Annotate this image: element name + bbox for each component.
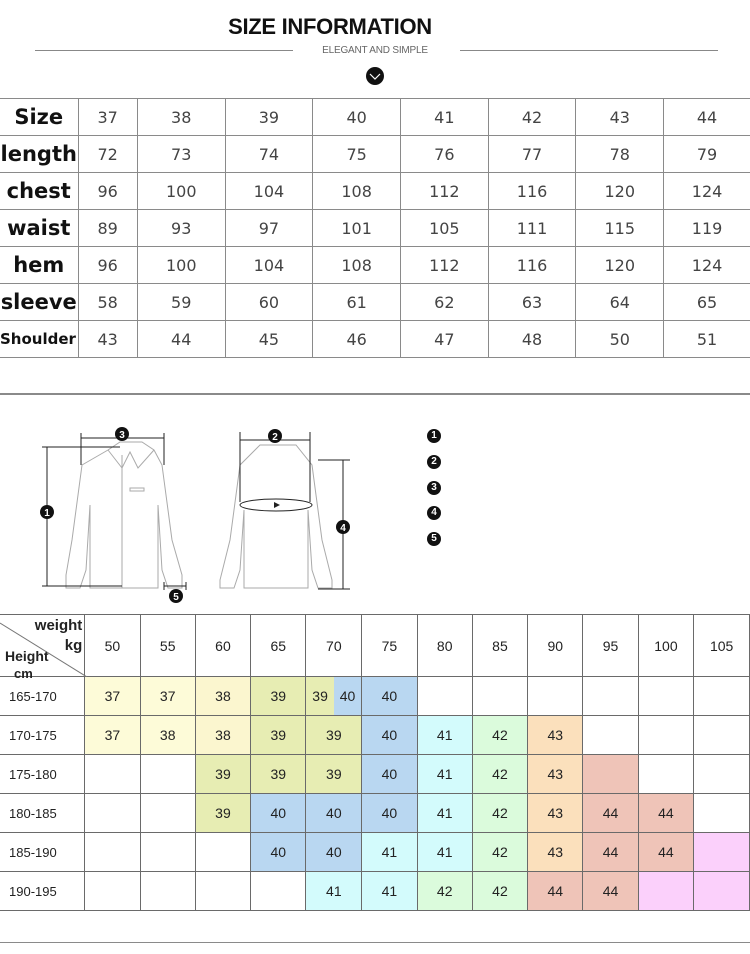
weight-column-header: 90 xyxy=(528,615,583,677)
table-row xyxy=(0,210,750,247)
size-cell xyxy=(85,872,140,911)
size-cell: 39 xyxy=(195,755,250,794)
row-label: sleeve xyxy=(0,284,78,321)
table-cell: 120 xyxy=(576,247,664,284)
table-cell: 124 xyxy=(664,173,750,210)
chevron-down-icon xyxy=(366,67,384,85)
size-cell xyxy=(195,872,250,911)
weight-column-header: 55 xyxy=(140,615,195,677)
size-cell: 40 xyxy=(251,794,306,833)
size-cell xyxy=(472,677,527,716)
table-row xyxy=(0,136,750,173)
weight-column-header: 50 xyxy=(85,615,140,677)
table-row xyxy=(0,321,750,358)
size-cell: 37 xyxy=(85,716,140,755)
height-range-label: 175-180 xyxy=(0,755,85,794)
size-cell xyxy=(694,755,750,794)
size-cell: 40 xyxy=(362,716,417,755)
height-range-label: 170-175 xyxy=(0,716,85,755)
table-cell: 96 xyxy=(78,247,137,284)
size-cell xyxy=(694,833,750,872)
table-cell: 116 xyxy=(488,247,576,284)
weight-column-header: 70 xyxy=(306,615,362,677)
size-cell xyxy=(85,755,140,794)
table-cell: 37 xyxy=(78,99,137,136)
table-row xyxy=(0,716,750,755)
size-cell: 44 xyxy=(583,872,638,911)
size-cell xyxy=(638,872,694,911)
table-cell: 43 xyxy=(78,321,137,358)
table-cell: 79 xyxy=(664,136,750,173)
svg-text:2: 2 xyxy=(272,432,278,443)
svg-text:3: 3 xyxy=(119,430,125,441)
table-cell: 101 xyxy=(313,210,401,247)
height-range-label: 165-170 xyxy=(0,677,85,716)
size-measurement-table xyxy=(0,98,750,358)
table-cell: 39 xyxy=(225,99,313,136)
table-cell: 112 xyxy=(400,173,488,210)
table-cell: 58 xyxy=(78,284,137,321)
size-cell: 42 xyxy=(472,794,527,833)
weight-column-header: 105 xyxy=(694,615,750,677)
height-range-label: 180-185 xyxy=(0,794,85,833)
size-cell: 43 xyxy=(528,794,583,833)
size-cell: 44 xyxy=(583,794,638,833)
table-cell: 124 xyxy=(664,247,750,284)
table-cell: 59 xyxy=(137,284,225,321)
size-cell xyxy=(583,755,638,794)
table-cell: 78 xyxy=(576,136,664,173)
size-cell xyxy=(638,755,694,794)
size-cell xyxy=(140,794,195,833)
size-cell: 40 xyxy=(362,794,417,833)
table-cell: 43 xyxy=(576,99,664,136)
size-cell: 40 xyxy=(362,755,417,794)
row-label: Size xyxy=(0,99,78,136)
table-cell: 74 xyxy=(225,136,313,173)
size-cell: 40 xyxy=(251,833,306,872)
table-cell: 100 xyxy=(137,173,225,210)
legend-marker-1-icon: 1 xyxy=(427,429,441,443)
table-cell: 62 xyxy=(400,284,488,321)
table-row xyxy=(0,794,750,833)
size-cell: 41 xyxy=(417,716,472,755)
table-cell: 64 xyxy=(576,284,664,321)
table-cell: 100 xyxy=(137,247,225,284)
legend-marker-4-icon: 4 xyxy=(427,506,441,520)
size-cell: 40 xyxy=(362,677,417,716)
size-cell xyxy=(638,716,694,755)
size-cell: 41 xyxy=(417,833,472,872)
bottom-divider xyxy=(0,942,750,943)
size-cell xyxy=(694,716,750,755)
svg-text:4: 4 xyxy=(340,523,346,534)
height-range-label: 185-190 xyxy=(0,833,85,872)
size-cell xyxy=(251,872,306,911)
size-cell xyxy=(85,794,140,833)
size-cell xyxy=(694,872,750,911)
size-cell: 43 xyxy=(528,755,583,794)
size-cell: 38 xyxy=(195,677,250,716)
page-subtitle: ELEGANT AND SIMPLE xyxy=(322,45,428,56)
weight-label: weight xyxy=(34,617,83,634)
table-cell: 104 xyxy=(225,173,313,210)
size-cell xyxy=(694,794,750,833)
row-label: chest xyxy=(0,173,78,210)
table-row xyxy=(0,99,750,136)
size-cell xyxy=(140,755,195,794)
weight-column-header: 85 xyxy=(472,615,527,677)
size-cell-part: 39 xyxy=(306,677,333,715)
legend-marker-3-icon: 3 xyxy=(427,481,441,495)
size-cell xyxy=(85,833,140,872)
size-cell: 39 xyxy=(306,716,362,755)
size-cell: 41 xyxy=(306,872,362,911)
table-cell: 97 xyxy=(225,210,313,247)
svg-text:5: 5 xyxy=(173,592,179,603)
table-cell: 51 xyxy=(664,321,750,358)
row-label: length xyxy=(0,136,78,173)
weight-column-header: 100 xyxy=(638,615,694,677)
height-label: Height xyxy=(5,648,49,664)
size-cell: 42 xyxy=(472,716,527,755)
section-divider xyxy=(0,393,750,395)
size-cell: 39 xyxy=(251,716,306,755)
size-cell: 38 xyxy=(140,716,195,755)
size-cell xyxy=(528,677,583,716)
height-weight-size-table xyxy=(0,614,750,911)
size-cell: 39 xyxy=(306,755,362,794)
row-label: hem xyxy=(0,247,78,284)
size-cell: 40 xyxy=(306,794,362,833)
table-cell: 40 xyxy=(313,99,401,136)
table-cell: 115 xyxy=(576,210,664,247)
table-cell: 44 xyxy=(664,99,750,136)
table-cell: 60 xyxy=(225,284,313,321)
size-cell xyxy=(694,677,750,716)
size-cell: 39 xyxy=(251,755,306,794)
table-row xyxy=(0,247,750,284)
table-cell: 65 xyxy=(664,284,750,321)
table-row xyxy=(0,755,750,794)
size-cell: 38 xyxy=(195,716,250,755)
size-cell: 39 xyxy=(251,677,306,716)
legend-marker-5-icon: 5 xyxy=(427,532,441,546)
table-cell: 108 xyxy=(313,247,401,284)
legend-marker-2-icon: 2 xyxy=(427,455,441,469)
table-cell: 76 xyxy=(400,136,488,173)
height-range-label: 190-195 xyxy=(0,872,85,911)
size-cell xyxy=(140,872,195,911)
table-cell: 45 xyxy=(225,321,313,358)
weight-column-header: 75 xyxy=(362,615,417,677)
height-unit: cm xyxy=(14,666,33,681)
table-cell: 72 xyxy=(78,136,137,173)
weight-unit: kg xyxy=(64,637,83,654)
size-cell: 44 xyxy=(638,794,694,833)
size-cell: 40 xyxy=(306,833,362,872)
table-row xyxy=(0,677,750,716)
table-cell: 41 xyxy=(400,99,488,136)
weight-column-header: 65 xyxy=(251,615,306,677)
size-cell xyxy=(638,677,694,716)
size-cell: 37 xyxy=(85,677,140,716)
table-cell: 61 xyxy=(313,284,401,321)
size-cell: 41 xyxy=(362,833,417,872)
divider-right xyxy=(460,50,718,51)
svg-text:1: 1 xyxy=(44,508,50,519)
size-cell: 44 xyxy=(583,833,638,872)
row-label: waist xyxy=(0,210,78,247)
table-cell: 42 xyxy=(488,99,576,136)
table-cell: 38 xyxy=(137,99,225,136)
table-cell: 104 xyxy=(225,247,313,284)
size-cell: 41 xyxy=(362,872,417,911)
size-cell xyxy=(140,833,195,872)
size-cell: 39 xyxy=(195,794,250,833)
size-cell: 42 xyxy=(472,755,527,794)
size-cell: 44 xyxy=(638,833,694,872)
table-row xyxy=(0,872,750,911)
table-cell: 44 xyxy=(137,321,225,358)
divider-left xyxy=(35,50,293,51)
table-cell: 116 xyxy=(488,173,576,210)
table-cell: 111 xyxy=(488,210,576,247)
table-cell: 50 xyxy=(576,321,664,358)
size-cell xyxy=(417,677,472,716)
table-cell: 89 xyxy=(78,210,137,247)
table-cell: 112 xyxy=(400,247,488,284)
size-cell: 42 xyxy=(472,833,527,872)
size-cell: 41 xyxy=(417,794,472,833)
table-corner-header xyxy=(0,615,85,681)
size-cell: 42 xyxy=(417,872,472,911)
table-cell: 48 xyxy=(488,321,576,358)
weight-column-header: 60 xyxy=(195,615,250,677)
weight-column-header: 95 xyxy=(583,615,638,677)
page-title: SIZE INFORMATION xyxy=(228,14,432,39)
size-cell xyxy=(306,677,362,716)
table-cell: 63 xyxy=(488,284,576,321)
table-cell: 108 xyxy=(313,173,401,210)
size-cell xyxy=(195,833,250,872)
size-cell: 43 xyxy=(528,716,583,755)
table-cell: 119 xyxy=(664,210,750,247)
size-cell-part: 40 xyxy=(334,677,361,715)
table-cell: 120 xyxy=(576,173,664,210)
size-cell: 37 xyxy=(140,677,195,716)
table-row xyxy=(0,833,750,872)
size-cell xyxy=(583,716,638,755)
size-cell: 41 xyxy=(417,755,472,794)
table-cell: 47 xyxy=(400,321,488,358)
weight-column-header: 80 xyxy=(417,615,472,677)
table-cell: 73 xyxy=(137,136,225,173)
table-cell: 75 xyxy=(313,136,401,173)
table-row xyxy=(0,173,750,210)
table-row xyxy=(0,284,750,321)
shirt-measurement-diagram xyxy=(30,420,370,610)
size-cell: 44 xyxy=(528,872,583,911)
row-label: Shoulder xyxy=(0,321,78,358)
size-cell: 42 xyxy=(472,872,527,911)
table-cell: 77 xyxy=(488,136,576,173)
size-cell xyxy=(583,677,638,716)
table-cell: 46 xyxy=(313,321,401,358)
table-header-row xyxy=(0,615,750,677)
table-cell: 96 xyxy=(78,173,137,210)
table-cell: 93 xyxy=(137,210,225,247)
size-cell: 43 xyxy=(528,833,583,872)
table-cell: 105 xyxy=(400,210,488,247)
